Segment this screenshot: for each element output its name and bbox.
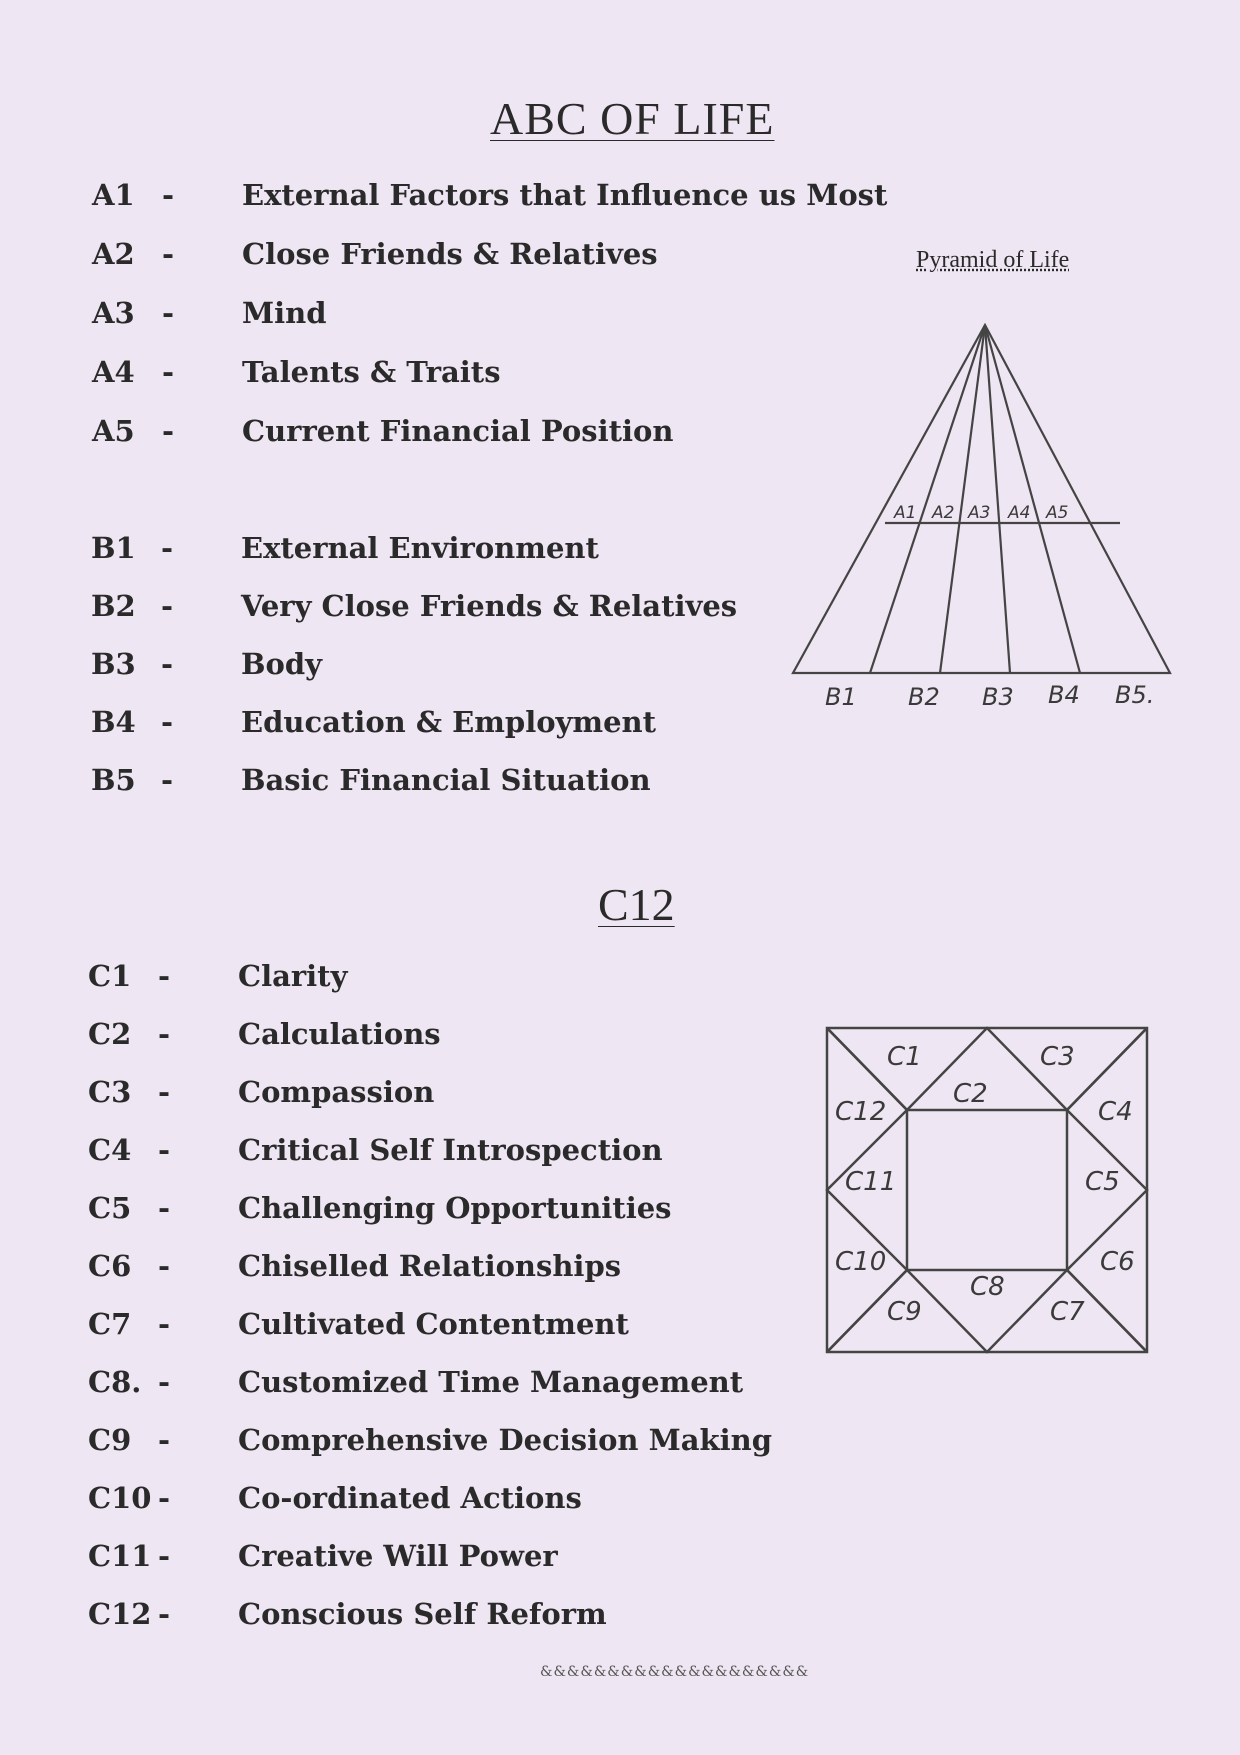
pyramid-line (940, 325, 985, 673)
item-text: Compassion (238, 1075, 435, 1109)
item-dash: - (161, 763, 174, 797)
pyramid-b-label: B1 (825, 683, 857, 710)
item-dash: - (161, 705, 174, 739)
square-label: C9 (887, 1297, 922, 1327)
item-code: A5 (92, 414, 135, 448)
item-code: A1 (92, 178, 135, 212)
item-dash: - (158, 1075, 171, 1109)
item-dash: - (158, 1017, 171, 1051)
pyramid-b-label: B5. (1115, 681, 1155, 709)
item-text: Comprehensive Decision Making (238, 1423, 772, 1457)
pyramid-diagram (780, 310, 1180, 710)
item-text: Chiselled Relationships (238, 1249, 622, 1283)
item-code: A4 (92, 355, 135, 389)
item-code: C9 (88, 1423, 132, 1457)
inner-square (907, 1110, 1067, 1270)
item-text: Calculations (238, 1017, 441, 1051)
item-code: B2 (91, 589, 136, 623)
item-text: Close Friends & Relatives (242, 237, 658, 271)
pyramid-line (985, 325, 1080, 673)
item-dash: - (161, 531, 174, 565)
pyramid-line (870, 325, 985, 673)
item-code: C6 (88, 1249, 132, 1283)
footer-ampersands: &&&&&&&&&&&&&&&&&&&& (540, 1664, 810, 1680)
item-dash: - (161, 589, 174, 623)
item-code: C1 (88, 959, 132, 993)
square-label: C3 (1040, 1042, 1075, 1072)
item-text: Critical Self Introspection (238, 1133, 663, 1167)
item-code: C12 (88, 1597, 152, 1631)
item-dash: - (162, 237, 175, 271)
item-text: Basic Financial Situation (241, 763, 651, 797)
item-code: A3 (92, 296, 135, 330)
item-text: Customized Time Management (238, 1365, 744, 1399)
item-code: C3 (88, 1075, 132, 1109)
item-dash: - (158, 1307, 171, 1341)
square-label: C4 (1098, 1097, 1133, 1127)
item-code: C11 (88, 1539, 152, 1573)
square-label: C7 (1050, 1297, 1085, 1327)
item-text: Conscious Self Reform (238, 1597, 607, 1631)
section-title: C12 (598, 879, 675, 930)
square-label: C11 (845, 1167, 897, 1197)
pyramid-line (985, 325, 1010, 673)
item-text: Challenging Opportunities (238, 1191, 672, 1225)
item-dash: - (158, 1597, 171, 1631)
item-dash: - (158, 1423, 171, 1457)
square-label: C6 (1100, 1247, 1135, 1277)
pyramid-a-label: A5 (1046, 503, 1069, 523)
item-text: Education & Employment (241, 705, 657, 739)
square-label: C1 (887, 1042, 922, 1072)
item-code: C4 (88, 1133, 132, 1167)
item-dash: - (162, 296, 175, 330)
item-text: Cultivated Contentment (238, 1307, 629, 1341)
pyramid-a-label: A2 (932, 503, 955, 523)
c12-square-diagram (815, 1020, 1155, 1360)
item-code: C2 (88, 1017, 132, 1051)
item-dash: - (162, 355, 175, 389)
item-text: Body (241, 647, 322, 681)
item-dash: - (162, 178, 175, 212)
square-label: C12 (835, 1097, 887, 1127)
item-code: C10 (88, 1481, 152, 1515)
item-text: Mind (242, 296, 327, 330)
item-dash: - (158, 1133, 171, 1167)
page-title: ABC OF LIFE (490, 93, 775, 144)
item-dash: - (161, 647, 174, 681)
pyramid-title: Pyramid of Life (916, 247, 1070, 273)
item-dash: - (158, 1191, 171, 1225)
item-text: External Factors that Influence us Most (242, 178, 888, 212)
square-label: C2 (953, 1079, 988, 1109)
square-label: C5 (1085, 1167, 1120, 1197)
item-dash: - (158, 1481, 171, 1515)
item-text: Talents & Traits (242, 355, 501, 389)
square-label: C8 (970, 1272, 1005, 1302)
item-text: Creative Will Power (238, 1539, 558, 1573)
pyramid-b-label: B2 (908, 683, 940, 710)
item-dash: - (158, 959, 171, 993)
item-code: C7 (88, 1307, 132, 1341)
item-code: A2 (92, 237, 135, 271)
item-text: Current Financial Position (242, 414, 674, 448)
item-code: C8. (88, 1365, 142, 1399)
item-code: B1 (91, 531, 136, 565)
item-code: B5 (91, 763, 136, 797)
item-dash: - (158, 1249, 171, 1283)
item-code: B3 (91, 647, 136, 681)
item-text: Clarity (238, 959, 348, 993)
pyramid-b-label: B4 (1048, 681, 1080, 709)
item-dash: - (158, 1365, 171, 1399)
pyramid-a-label: A4 (1008, 503, 1031, 523)
pyramid-a-label: A1 (894, 503, 917, 523)
square-label: C10 (835, 1247, 887, 1277)
item-dash: - (162, 414, 175, 448)
item-text: Co-ordinated Actions (238, 1481, 582, 1515)
pyramid-a-label: A3 (968, 503, 991, 523)
item-dash: - (158, 1539, 171, 1573)
pyramid-outline (793, 325, 1170, 673)
item-text: External Environment (241, 531, 599, 565)
item-text: Very Close Friends & Relatives (241, 589, 738, 623)
item-code: B4 (91, 705, 136, 739)
item-code: C5 (88, 1191, 132, 1225)
pyramid-b-label: B3 (982, 683, 1014, 710)
